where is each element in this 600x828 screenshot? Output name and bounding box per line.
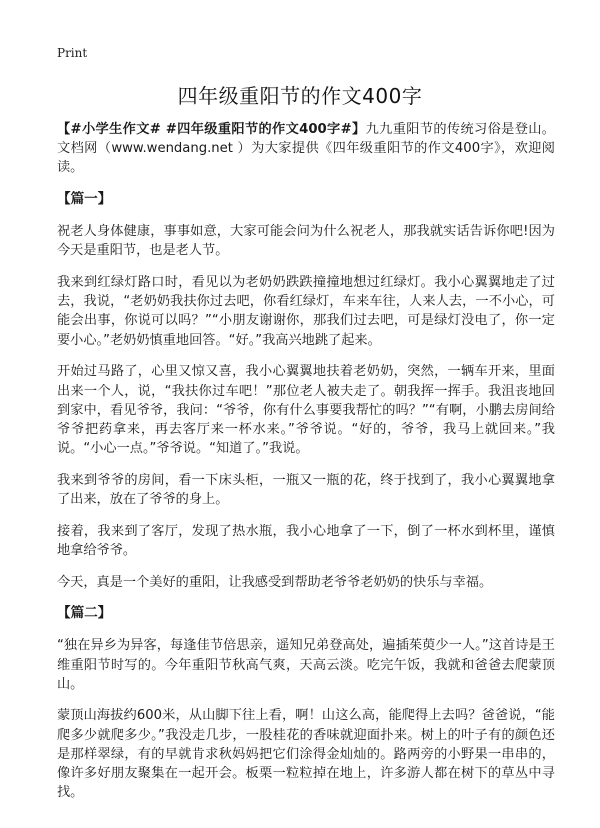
paragraph: 我来到红绿灯路口时，看见以为老奶奶跌跌撞撞地想过红绿灯。我小心翼翼地走了过去，我说，“老奶奶我扶你过去吧，你看红绿灯，车来车往，人来人去，一不小心，可能会出事，你说可以吗？”“小朋友谢谢你，那我们过去吧，可是绿灯没电了，你一定要小心。”老奶奶慎重地回答。“好。”我高兴地跳了起来。 [57, 275, 555, 348]
print-link[interactable]: Print [57, 46, 88, 60]
paragraph: 蒙顶山海拔约600米，从山脚下往上看，啊！山这么高，能爬得上去吗？爸爸说，“能爬多少就爬多少。”我没走几步，一股桂花的香味就迎面扑来。树上的叶子有的颜色还是那样翠绿，有的早就肯求秋妈妈把它们涂得金灿灿的。路两旁的小野果一串串的，像许多好朋友聚集在一起开会。板栗一粒粒掉在地上，许多游人都在树下的草丛中寻找。 [57, 708, 555, 801]
intro-tag: 【#小学生作文# #四年级重阳节的作文400字#】 [57, 122, 366, 137]
paragraph: 我来到爷爷的房间，看一下床头柜，一瓶又一瓶的花，终于找到了，我小心翼翼地拿了出来，放在了爷爷的身上。 [57, 472, 555, 508]
paragraph: “独在异乡为异客，每逢佳节倍思亲，遥知兄弟登高处，遍插茱萸少一人。”这首诗是王维重阳节时写的。今年重阳节秋高气爽，天高云淡。吃完午饭，我就和爸爸去爬蒙顶山。 [57, 638, 555, 692]
article-body [57, 120, 555, 815]
intro-text: 九九重阳节的传统习俗是登山。文档网（www.wendang.net ）为大家提供《四年级重阳节的作文400字》，欢迎阅读。 [57, 122, 555, 176]
paragraph: 开始过马路了，心里又惊又喜，我小心翼翼地扶着老奶奶，突然，一辆车开来，里面出来一个人，说，“我扶你过车吧！”那位老人被夫走了。朝我挥一挥手。我沮丧地回到家中，看见爷爷，我问：“爷爷，你有什么事要我帮忙的吗？”“有啊，小鹏去房间给爷爷把药拿来，再去客厅来一杯水来。”爷爷说。“好的，爷爷，我马上就回来。”我说。“小心一点。”爷爷说。“知道了。”我说。 [57, 364, 555, 457]
paragraph: 祝老人身体健康，事事如意，大家可能会问为什么祝老人，那我就实话告诉你吧!因为今天是重阳节，也是老人节。 [57, 224, 555, 259]
page-title: 四年级重阳节的作文400字 [177, 84, 423, 108]
intro-paragraph [57, 120, 555, 178]
paragraph: 接着，我来到了客厅，发现了热水瓶，我小心地拿了一下，倒了一杯水到杯里，谨慎地拿给爷爷。 [57, 523, 555, 558]
section-heading: 【篇一】 [57, 191, 112, 208]
section-heading: 【篇二】 [57, 605, 112, 622]
paragraph: 今天，真是一个美好的重阳，让我感受到帮助老爷爷老奶奶的快乐与幸福。 [57, 574, 493, 590]
